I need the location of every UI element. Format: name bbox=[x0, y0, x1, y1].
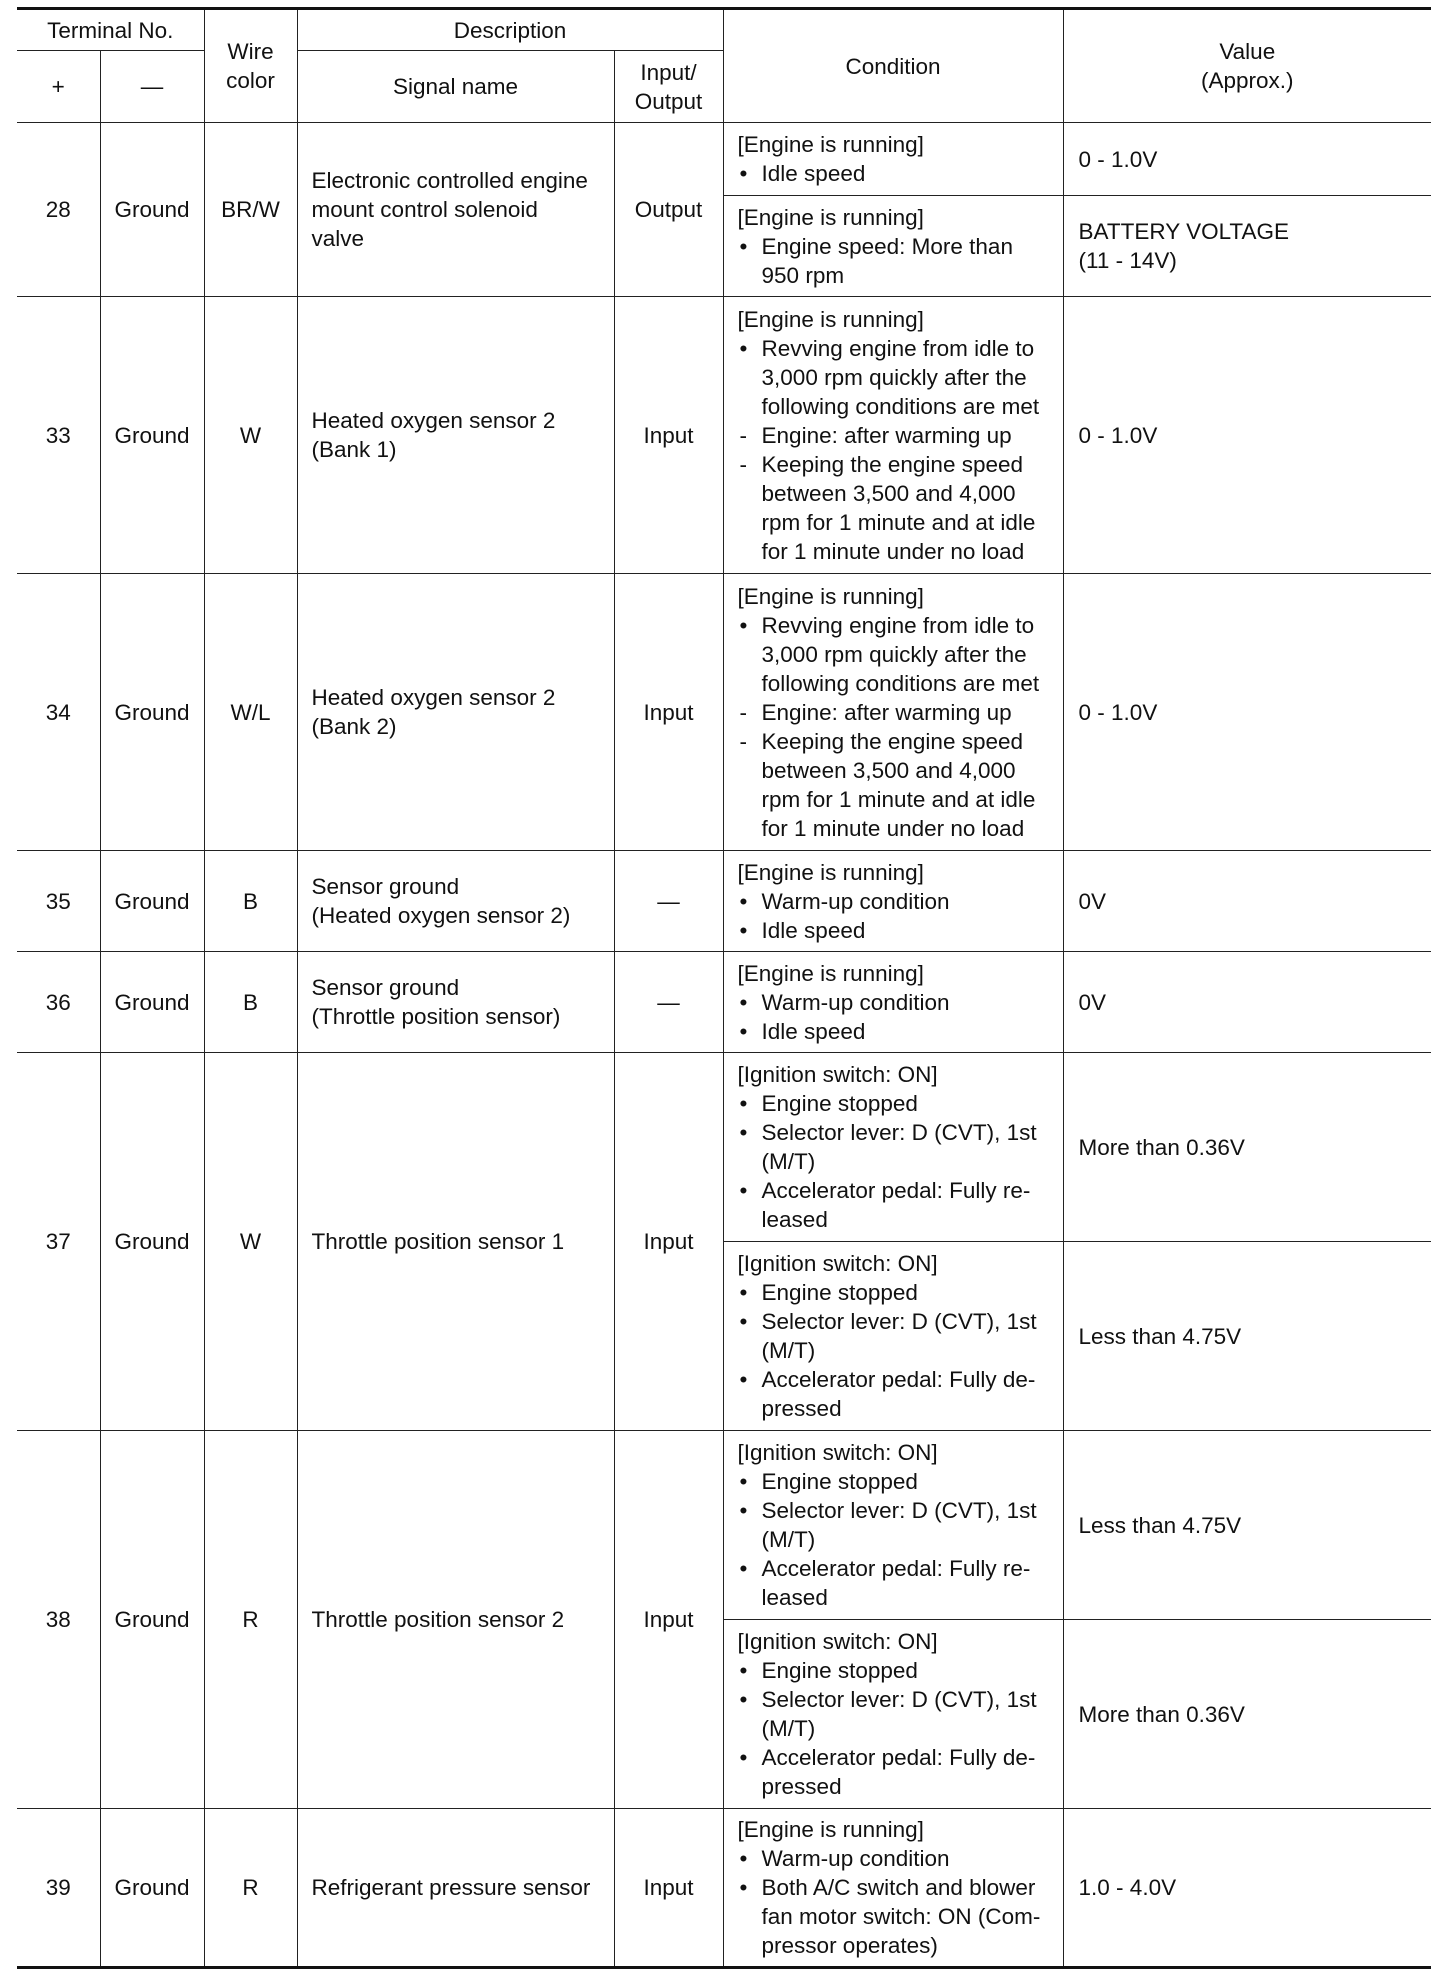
terminal-number: 38 bbox=[17, 1431, 100, 1809]
terminal-number: 28 bbox=[17, 123, 100, 297]
bullet-icon: • bbox=[739, 1498, 748, 1523]
condition-line: leased bbox=[761, 1207, 828, 1232]
condition-line: Idle speed bbox=[761, 917, 866, 943]
bullet-icon: • bbox=[739, 989, 748, 1015]
wire-color: W/L bbox=[204, 574, 297, 851]
condition-cell bbox=[723, 1053, 1063, 1242]
condition-cell bbox=[723, 851, 1063, 952]
input-output: Input bbox=[614, 1809, 723, 1968]
condition-item bbox=[738, 1656, 1059, 1685]
value-line: BATTERY VOLTAGE bbox=[1078, 219, 1290, 244]
bullet-icon: • bbox=[739, 1745, 748, 1770]
header-description: Description bbox=[297, 9, 723, 51]
value-cell bbox=[1063, 952, 1431, 1053]
condition-cell bbox=[723, 196, 1063, 297]
condition-line: for 1 minute under no load bbox=[761, 815, 1025, 841]
table-row bbox=[17, 851, 1431, 952]
condition-line: Selector lever: D (CVT), 1st bbox=[761, 1120, 1037, 1145]
condition-item bbox=[738, 1496, 1059, 1554]
value-cell bbox=[1063, 297, 1431, 574]
condition-heading: [Engine is running] bbox=[737, 960, 924, 986]
input-output: Input bbox=[614, 297, 723, 574]
value-cell bbox=[1063, 1620, 1431, 1809]
condition-item bbox=[738, 450, 1059, 566]
condition-item bbox=[738, 1176, 1059, 1234]
input-output: — bbox=[614, 952, 723, 1053]
value-line: 0V bbox=[1078, 888, 1107, 914]
condition-heading: [Ignition switch: ON] bbox=[737, 1062, 938, 1087]
value-line: 0 - 1.0V bbox=[1078, 422, 1158, 448]
condition-line: Engine: after warming up bbox=[761, 699, 1012, 725]
bullet-icon: • bbox=[739, 917, 748, 943]
condition-line: Engine speed: More than bbox=[761, 233, 1013, 259]
condition-line: pressed bbox=[761, 1774, 842, 1799]
table-body bbox=[17, 123, 1431, 1968]
condition-item bbox=[738, 988, 1059, 1017]
condition-line: (M/T) bbox=[761, 1527, 816, 1552]
condition-cell bbox=[723, 297, 1063, 574]
wire-color: W bbox=[204, 1053, 297, 1431]
header-value bbox=[1063, 9, 1431, 123]
signal-name bbox=[297, 851, 614, 952]
terminal-ground: Ground bbox=[100, 1809, 204, 1968]
condition-item bbox=[738, 887, 1059, 916]
signal-name-line: (Bank 2) bbox=[311, 714, 397, 739]
condition-line: Selector lever: D (CVT), 1st bbox=[761, 1687, 1037, 1712]
value-cell bbox=[1063, 574, 1431, 851]
dash-icon: - bbox=[739, 699, 748, 725]
bullet-icon: • bbox=[739, 612, 748, 638]
signal-name-line: (Bank 1) bbox=[311, 437, 397, 462]
bullet-icon: • bbox=[739, 1309, 748, 1334]
header-wire-color-line: Wire bbox=[227, 39, 274, 64]
condition-line: Engine stopped bbox=[761, 1658, 918, 1683]
wire-color: B bbox=[204, 851, 297, 952]
signal-name-line: Heated oxygen sensor 2 bbox=[311, 408, 556, 433]
value-line: Less than 4.75V bbox=[1078, 1512, 1242, 1538]
condition-line: pressed bbox=[761, 1396, 842, 1421]
signal-name bbox=[297, 574, 614, 851]
condition-line: Revving engine from idle to bbox=[761, 335, 1035, 361]
value-cell bbox=[1063, 1053, 1431, 1242]
condition-cell bbox=[723, 1620, 1063, 1809]
header-wire-color-line: color bbox=[226, 68, 275, 93]
condition-cell bbox=[723, 123, 1063, 196]
value-cell bbox=[1063, 196, 1431, 297]
table-row bbox=[17, 1431, 1431, 1620]
header-plus: + bbox=[17, 51, 100, 123]
value-line: Less than 4.75V bbox=[1078, 1323, 1242, 1349]
value-line: 1.0 - 4.0V bbox=[1078, 1875, 1177, 1900]
condition-line: Accelerator pedal: Fully de- bbox=[761, 1745, 1036, 1770]
condition-item bbox=[738, 1365, 1059, 1423]
header-input-output bbox=[614, 51, 723, 123]
table-row bbox=[17, 952, 1431, 1053]
header-minus: — bbox=[100, 51, 204, 123]
condition-heading: [Engine is running] bbox=[737, 204, 924, 230]
signal-name bbox=[297, 952, 614, 1053]
terminal-ground: Ground bbox=[100, 851, 204, 952]
condition-item bbox=[738, 1307, 1059, 1365]
condition-line: (M/T) bbox=[761, 1338, 816, 1363]
value-line: More than 0.36V bbox=[1078, 1134, 1245, 1160]
condition-item bbox=[738, 611, 1059, 698]
condition-line: Engine stopped bbox=[761, 1280, 918, 1305]
bullet-icon: • bbox=[739, 335, 748, 361]
condition-line: Selector lever: D (CVT), 1st bbox=[761, 1309, 1037, 1334]
condition-line: Accelerator pedal: Fully re- bbox=[761, 1556, 1031, 1581]
signal-name-line: Refrigerant pressure sensor bbox=[311, 1875, 591, 1900]
bullet-icon: • bbox=[739, 1658, 748, 1683]
header-signal-name: Signal name bbox=[297, 51, 614, 123]
condition-item bbox=[738, 1554, 1059, 1612]
signal-name bbox=[297, 123, 614, 297]
condition-line: Keeping the engine speed bbox=[761, 451, 1024, 477]
bullet-icon: • bbox=[739, 1469, 748, 1494]
bullet-icon: • bbox=[739, 1846, 748, 1871]
condition-item bbox=[738, 1467, 1059, 1496]
signal-name-line: Throttle position sensor 2 bbox=[311, 1607, 565, 1632]
terminal-ground: Ground bbox=[100, 123, 204, 297]
condition-heading: [Engine is running] bbox=[737, 1817, 924, 1842]
dash-icon: - bbox=[739, 451, 748, 477]
input-output: — bbox=[614, 851, 723, 952]
bullet-icon: • bbox=[739, 1120, 748, 1145]
condition-cell bbox=[723, 1431, 1063, 1620]
value-line: 0 - 1.0V bbox=[1078, 699, 1158, 725]
bullet-icon: • bbox=[739, 1875, 748, 1900]
terminal-number: 39 bbox=[17, 1809, 100, 1968]
wire-color: R bbox=[204, 1431, 297, 1809]
signal-name bbox=[297, 297, 614, 574]
condition-item bbox=[738, 1118, 1059, 1176]
bullet-icon: • bbox=[739, 161, 748, 186]
header-input-output-line: Output bbox=[634, 88, 703, 114]
condition-line: 3,000 rpm quickly after the bbox=[761, 641, 1027, 667]
condition-line: rpm for 1 minute and at idle bbox=[761, 509, 1036, 535]
signal-name bbox=[297, 1809, 614, 1968]
bullet-icon: • bbox=[739, 1687, 748, 1712]
condition-line: Warm-up condition bbox=[761, 989, 950, 1015]
header-condition: Condition bbox=[723, 9, 1063, 123]
condition-line: (M/T) bbox=[761, 1716, 816, 1741]
terminal-number: 35 bbox=[17, 851, 100, 952]
value-cell bbox=[1063, 851, 1431, 952]
bullet-icon: • bbox=[739, 1556, 748, 1581]
value-cell bbox=[1063, 1809, 1431, 1968]
condition-heading: [Engine is running] bbox=[737, 306, 924, 332]
condition-item bbox=[738, 1844, 1059, 1873]
table-row bbox=[17, 574, 1431, 851]
table-row bbox=[17, 297, 1431, 574]
condition-item bbox=[738, 727, 1059, 843]
header-value-line: (Approx.) bbox=[1201, 68, 1294, 93]
condition-item bbox=[738, 159, 1059, 188]
condition-line: Engine: after warming up bbox=[761, 422, 1012, 448]
condition-item bbox=[738, 421, 1059, 450]
wire-color: W bbox=[204, 297, 297, 574]
condition-heading: [Ignition switch: ON] bbox=[737, 1629, 938, 1654]
condition-line: between 3,500 and 4,000 bbox=[761, 757, 1016, 783]
condition-line: Idle speed bbox=[761, 161, 866, 186]
signal-name-line: Throttle position sensor 1 bbox=[311, 1229, 565, 1254]
value-cell bbox=[1063, 123, 1431, 196]
condition-item bbox=[738, 1089, 1059, 1118]
condition-line: Idle speed bbox=[761, 1018, 866, 1044]
dash-icon: - bbox=[739, 422, 748, 448]
condition-line: Accelerator pedal: Fully de- bbox=[761, 1367, 1036, 1392]
signal-name bbox=[297, 1431, 614, 1809]
terminal-ground: Ground bbox=[100, 297, 204, 574]
wire-color: BR/W bbox=[204, 123, 297, 297]
condition-line: (M/T) bbox=[761, 1149, 816, 1174]
bullet-icon: • bbox=[739, 1280, 748, 1305]
table-header bbox=[17, 9, 1431, 123]
condition-cell bbox=[723, 1809, 1063, 1968]
condition-item bbox=[738, 1017, 1059, 1046]
table-row bbox=[17, 1809, 1431, 1968]
terminal-table bbox=[17, 7, 1431, 1969]
condition-line: Warm-up condition bbox=[761, 1846, 950, 1871]
condition-item bbox=[738, 1873, 1059, 1960]
bullet-icon: • bbox=[739, 888, 748, 914]
header-value-line: Value bbox=[1219, 39, 1276, 64]
terminal-number: 37 bbox=[17, 1053, 100, 1431]
condition-line: following conditions are met bbox=[761, 670, 1040, 696]
header-wire-color bbox=[204, 9, 297, 123]
signal-name-line: Sensor ground bbox=[311, 975, 460, 1000]
wire-color: B bbox=[204, 952, 297, 1053]
condition-heading: [Ignition switch: ON] bbox=[737, 1251, 938, 1276]
value-line: More than 0.36V bbox=[1078, 1701, 1245, 1727]
terminal-number: 34 bbox=[17, 574, 100, 851]
condition-heading: [Engine is running] bbox=[737, 132, 924, 157]
condition-cell bbox=[723, 1242, 1063, 1431]
table-row bbox=[17, 1053, 1431, 1242]
bullet-icon: • bbox=[739, 1178, 748, 1203]
signal-name-line: Electronic controlled engine bbox=[311, 168, 588, 193]
signal-name-line: valve bbox=[311, 226, 365, 251]
signal-name-line: (Throttle position sensor) bbox=[311, 1004, 561, 1029]
condition-line: 950 rpm bbox=[761, 262, 845, 288]
condition-line: Accelerator pedal: Fully re- bbox=[761, 1178, 1031, 1203]
condition-line: rpm for 1 minute and at idle bbox=[761, 786, 1036, 812]
value-line: (11 - 14V) bbox=[1078, 248, 1177, 273]
signal-name bbox=[297, 1053, 614, 1431]
condition-item bbox=[738, 1278, 1059, 1307]
value-line: 0 - 1.0V bbox=[1078, 146, 1158, 172]
input-output: Output bbox=[614, 123, 723, 297]
condition-line: Keeping the engine speed bbox=[761, 728, 1024, 754]
terminal-ground: Ground bbox=[100, 952, 204, 1053]
condition-heading: [Engine is running] bbox=[737, 859, 924, 885]
condition-item bbox=[738, 334, 1059, 421]
condition-line: Selector lever: D (CVT), 1st bbox=[761, 1498, 1037, 1523]
terminal-ground: Ground bbox=[100, 1053, 204, 1431]
condition-line: 3,000 rpm quickly after the bbox=[761, 364, 1027, 390]
condition-line: Both A/C switch and blower bbox=[761, 1875, 1036, 1900]
table-row bbox=[17, 123, 1431, 196]
terminal-number: 33 bbox=[17, 297, 100, 574]
condition-line: leased bbox=[761, 1585, 828, 1610]
bullet-icon: • bbox=[739, 1091, 748, 1116]
signal-name-line: mount control solenoid bbox=[311, 197, 538, 222]
condition-line: following conditions are met bbox=[761, 393, 1040, 419]
terminal-number: 36 bbox=[17, 952, 100, 1053]
condition-item bbox=[738, 1685, 1059, 1743]
signal-name-line: (Heated oxygen sensor 2) bbox=[311, 903, 571, 928]
condition-cell bbox=[723, 952, 1063, 1053]
condition-item bbox=[738, 1743, 1059, 1801]
value-cell bbox=[1063, 1431, 1431, 1620]
value-line: 0V bbox=[1078, 989, 1107, 1015]
condition-line: between 3,500 and 4,000 bbox=[761, 480, 1016, 506]
bullet-icon: • bbox=[739, 1367, 748, 1392]
header-input-output-line: Input/ bbox=[640, 59, 697, 85]
dash-icon: - bbox=[739, 728, 748, 754]
input-output: Input bbox=[614, 574, 723, 851]
header-terminal-no: Terminal No. bbox=[17, 9, 204, 51]
condition-line: Engine stopped bbox=[761, 1091, 918, 1116]
bullet-icon: • bbox=[739, 233, 748, 259]
signal-name-line: Sensor ground bbox=[311, 874, 460, 899]
condition-item bbox=[738, 698, 1059, 727]
terminal-ground: Ground bbox=[100, 1431, 204, 1809]
condition-line: Engine stopped bbox=[761, 1469, 918, 1494]
condition-line: Revving engine from idle to bbox=[761, 612, 1035, 638]
wire-color: R bbox=[204, 1809, 297, 1968]
bullet-icon: • bbox=[739, 1018, 748, 1044]
terminal-ground: Ground bbox=[100, 574, 204, 851]
condition-line: pressor operates) bbox=[761, 1933, 938, 1958]
value-cell bbox=[1063, 1242, 1431, 1431]
input-output: Input bbox=[614, 1053, 723, 1431]
condition-heading: [Engine is running] bbox=[737, 583, 924, 609]
terminal-table-page bbox=[17, 7, 1431, 1969]
condition-item bbox=[738, 232, 1059, 290]
signal-name-line: Heated oxygen sensor 2 bbox=[311, 685, 556, 710]
condition-heading: [Ignition switch: ON] bbox=[737, 1440, 938, 1465]
condition-line: Warm-up condition bbox=[761, 888, 950, 914]
input-output: Input bbox=[614, 1431, 723, 1809]
condition-cell bbox=[723, 574, 1063, 851]
condition-line: for 1 minute under no load bbox=[761, 538, 1025, 564]
condition-line: fan motor switch: ON (Com- bbox=[761, 1904, 1041, 1929]
condition-item bbox=[738, 916, 1059, 945]
